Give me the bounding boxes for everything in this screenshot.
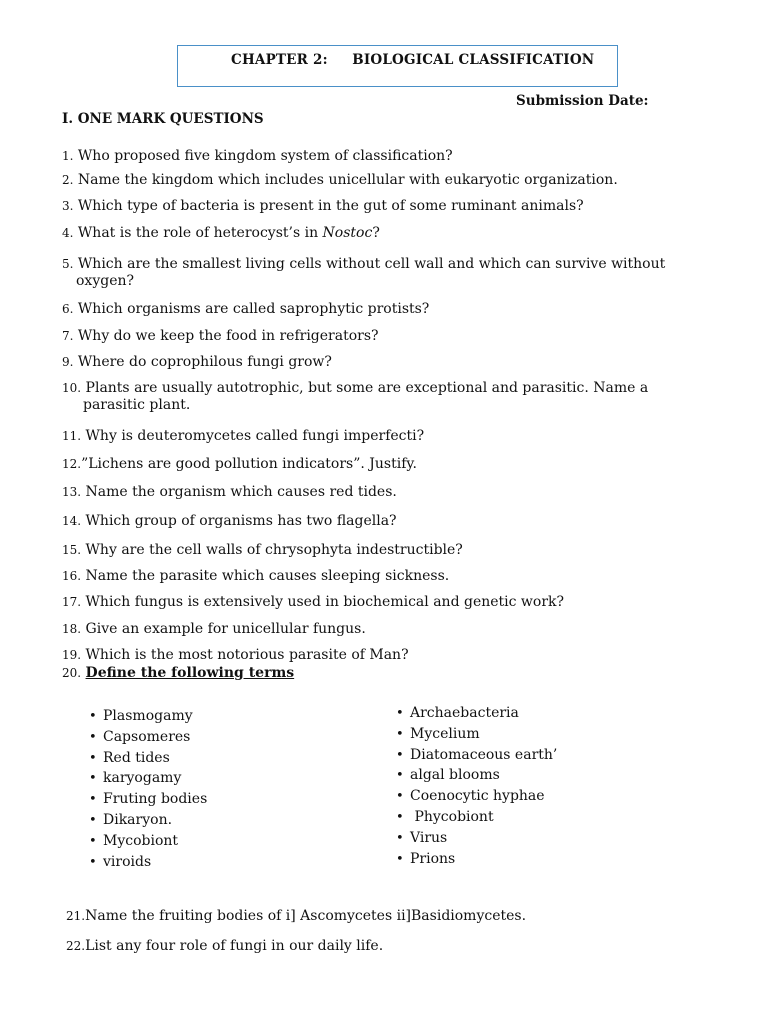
question-4: 4. What is the role of heterocyst’s in Nostoc? bbox=[62, 225, 380, 241]
term-item: • Dikaryon. bbox=[89, 810, 207, 831]
question-18: 18. Give an example for unicellular fungus. bbox=[62, 621, 366, 637]
question-21: 21.Name the fruiting bodies of i] Ascomycetes ii]Basidiomycetes. bbox=[66, 908, 527, 924]
question-14: 14. Which group of organisms has two flagella? bbox=[62, 513, 397, 529]
question-3: 3. Which type of bacteria is present in the gut of some ruminant animals? bbox=[62, 198, 584, 214]
question-16: 16. Name the parasite which causes sleeping sickness. bbox=[62, 568, 450, 584]
chapter-title: CHAPTER 2: BIOLOGICAL CLASSIFICATION bbox=[231, 52, 595, 68]
term-item: • Archaebacteria bbox=[396, 703, 557, 724]
question-7: 7. Why do we keep the food in refrigerators? bbox=[62, 328, 379, 344]
question-1: 1. Who proposed five kingdom system of classification? bbox=[62, 148, 453, 164]
term-item: • Coenocytic hyphae bbox=[396, 786, 557, 807]
term-item: • Diatomaceous earth’ bbox=[396, 745, 557, 766]
question-6: 6. Which organisms are called saprophytic protists? bbox=[62, 301, 430, 317]
question-20: 20. Define the following terms bbox=[62, 665, 295, 681]
term-item: • viroids bbox=[89, 852, 207, 873]
question-22: 22.List any four role of fungi in our daily life. bbox=[66, 938, 384, 954]
term-item: • Fruting bodies bbox=[89, 789, 207, 810]
submission-date-label: Submission Date: bbox=[516, 93, 649, 109]
question-12: 12.”Lichens are good pollution indicators”. Justify. bbox=[62, 456, 417, 472]
term-item: • Red tides bbox=[89, 748, 207, 769]
question-15: 15. Why are the cell walls of chrysophyta indestructible? bbox=[62, 542, 463, 558]
question-2: 2. Name the kingdom which includes unicellular with eukaryotic organization. bbox=[62, 172, 618, 188]
question-9: 9. Where do coprophilous fungi grow? bbox=[62, 354, 332, 370]
term-item: • Prions bbox=[396, 849, 557, 870]
term-item: • karyogamy bbox=[89, 768, 207, 789]
section-heading: I. ONE MARK QUESTIONS bbox=[62, 111, 264, 127]
term-item: • Plasmogamy bbox=[89, 706, 207, 727]
question-13: 13. Name the organism which causes red tides. bbox=[62, 484, 397, 500]
question-5: 5. Which are the smallest living cells without cell wall and which can survive without oxygen? bbox=[62, 256, 666, 289]
terms-list-right bbox=[396, 703, 557, 869]
term-item: • Phycobiont bbox=[396, 807, 557, 828]
question-10: 10. Plants are usually autotrophic, but some are exceptional and parasitic. Name a parasitic plant. bbox=[62, 380, 649, 413]
question-17: 17. Which fungus is extensively used in biochemical and genetic work? bbox=[62, 594, 565, 610]
term-item: • Virus bbox=[396, 828, 557, 849]
question-11: 11. Why is deuteromycetes called fungi imperfecti? bbox=[62, 428, 425, 444]
define-terms-heading: Define the following terms bbox=[85, 665, 295, 681]
term-item: • algal blooms bbox=[396, 765, 557, 786]
term-item: • Mycelium bbox=[396, 724, 557, 745]
term-item: • Mycobiont bbox=[89, 831, 207, 852]
term-item: • Capsomeres bbox=[89, 727, 207, 748]
terms-list-left bbox=[89, 706, 207, 872]
question-19: 19. Which is the most notorious parasite of Man? bbox=[62, 647, 409, 663]
